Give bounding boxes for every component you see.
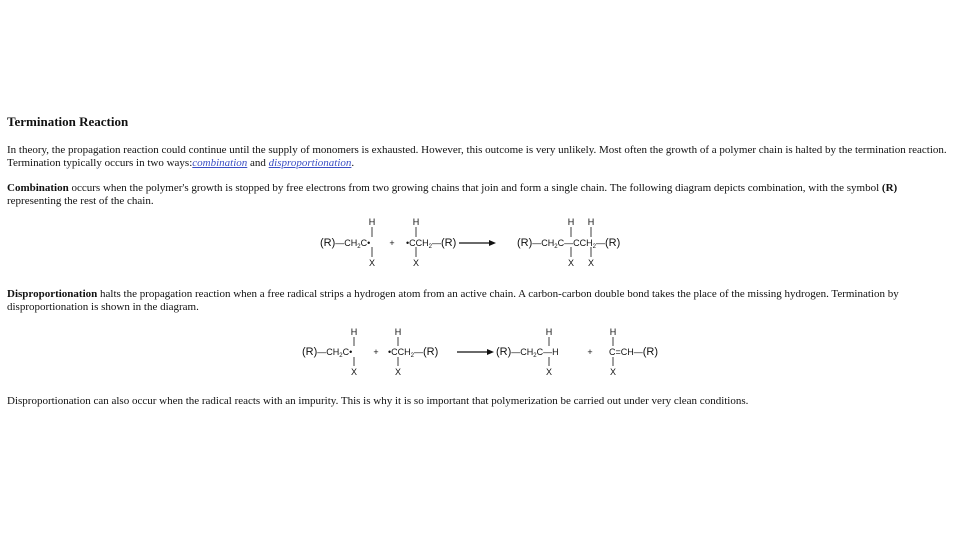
h-atom: H [587,217,595,227]
h-atom: H [350,327,358,337]
plus-sign: + [587,347,593,357]
x-group: X [567,258,575,268]
x-group: X [368,258,376,268]
x-group: X [350,367,358,377]
disproportionation-paragraph [7,288,947,314]
combination-term: Combination [7,182,69,194]
disproportionation-link[interactable]: disproportionation [268,157,352,169]
h-atom: H [394,327,402,337]
h-atom: H [567,217,575,227]
page-title: Termination Reaction [7,114,129,129]
r-symbol: (R) [881,182,898,194]
final-paragraph: Disproportionation can also occur when the radical reacts with an impurity. This is why it is so important that polymerization be carried out under very clean conditions. [7,395,749,407]
combination-arrow-icon [489,240,496,246]
intro-and: and [247,157,269,169]
disproportionation-term: Disproportionation [7,288,98,300]
combination-link[interactable]: combination [192,157,248,169]
h-atom: H [609,327,617,337]
plus-sign: + [389,238,395,248]
reactant-right-chain: $•CCH_2—(R)$ [406,237,457,250]
x-group: X [545,367,553,377]
disproportionation-diagram [7,324,947,388]
product-alkene-chain: C=CH—(R) [609,346,659,358]
h-atom: H [545,327,553,337]
reactant-left-chain: $(R)—CH_2C•$ [320,237,371,250]
combination-text-end: representing the rest of the chain. [7,195,154,207]
intro-end: . [351,157,355,169]
intro-text: In theory, the propagation reaction could continue until the supply of monomers is exhausted. However, this outcome is very unlikely. Most often the growth of a polymer chain is halted by the termination reaction. Termination typically occurs in two ways: [7,144,947,169]
x-group: X [609,367,617,377]
reactant-left-chain: $(R)—CH_2C•$ [302,346,353,359]
x-group: X [394,367,402,377]
combination-text: occurs when the polymer's growth is stopped by free electrons from two growing chains that join and form a single chain. The following diagram depicts combination, with the symbol [68,182,882,194]
reactant-right-chain: $•CCH_2—(R)$ [388,346,439,359]
x-group: X [587,258,595,268]
combination-paragraph [7,182,947,208]
article [7,114,947,408]
h-atom: H [368,217,376,227]
x-group: X [412,258,420,268]
product-saturated-chain: $(R)—CH_2C—H$ [496,346,559,359]
disproportionation-arrow-icon [487,349,494,355]
product-chain: $(R)—CH_2C—CCH_2—(R)$ [517,237,621,250]
combination-diagram [7,213,947,277]
intro-paragraph [7,144,947,170]
plus-sign: + [373,347,379,357]
h-atom: H [412,217,420,227]
disproportionation-text: halts the propagation reaction when a free radical strips a hydrogen atom from an active chain. A carbon-carbon double bond takes the place of the missing hydrogen. Termination by disproportionation is shown in the diagram. [7,288,899,313]
